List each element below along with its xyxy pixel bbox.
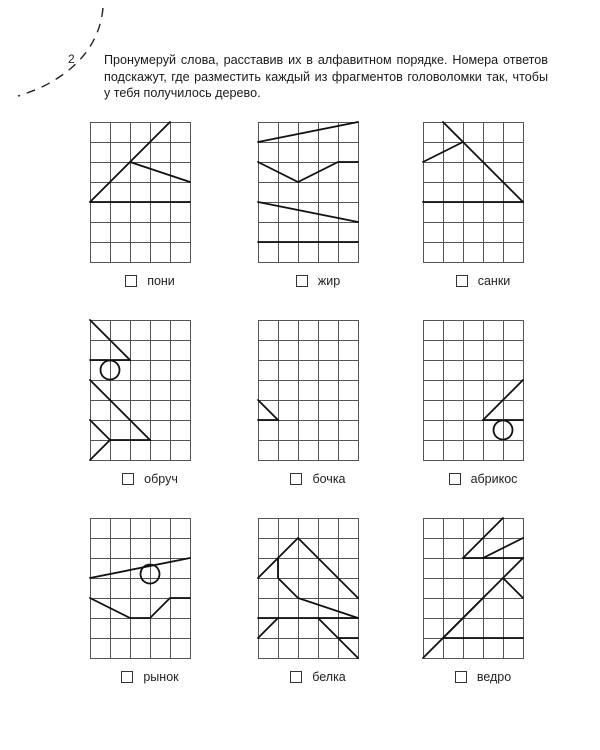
- task-instruction: Пронумеруй слова, расставив их в алфавитном порядке. Номера ответов подскажут, где разместить каждый из фрагментов головоломки так, чтобы у тебя получилось дерево.: [104, 53, 548, 100]
- answer-checkbox-poni[interactable]: [125, 275, 137, 287]
- answer-checkbox-rynok[interactable]: [121, 671, 133, 683]
- puzzle-card-sanki: [413, 118, 553, 298]
- caption-bochka: [248, 471, 388, 487]
- puzzle-grid-belka: [248, 514, 388, 664]
- answer-checkbox-obruch[interactable]: [122, 473, 134, 485]
- puzzle-card-abrikos: [413, 316, 553, 496]
- word-label-bochka: бочка: [312, 472, 346, 486]
- puzzle-grid-rynok: [80, 514, 220, 664]
- answer-checkbox-sanki[interactable]: [456, 275, 468, 287]
- puzzle-grid-zhir: [248, 118, 388, 268]
- word-label-abrikos: абрикос: [470, 472, 518, 486]
- puzzle-card-zhir: [248, 118, 388, 298]
- puzzle-grid-vedro: [413, 514, 553, 664]
- answer-checkbox-bochka[interactable]: [290, 473, 302, 485]
- word-label-belka: белка: [312, 670, 346, 684]
- caption-obruch: [80, 471, 220, 487]
- puzzle-card-belka: [248, 514, 388, 694]
- answer-checkbox-belka[interactable]: [290, 671, 302, 683]
- caption-abrikos: [413, 471, 553, 487]
- puzzle-grid-obruch: [80, 316, 220, 466]
- puzzle-grid-abrikos: [413, 316, 553, 466]
- puzzle-card-bochka: [248, 316, 388, 496]
- puzzle-card-vedro: [413, 514, 553, 694]
- puzzle-grid-sanki: [413, 118, 553, 268]
- puzzle-card-obruch: [80, 316, 220, 496]
- answer-checkbox-vedro[interactable]: [455, 671, 467, 683]
- caption-rynok: [80, 669, 220, 685]
- answer-checkbox-zhir[interactable]: [296, 275, 308, 287]
- puzzle-card-poni: [80, 118, 220, 298]
- word-label-rynok: рынок: [143, 670, 179, 684]
- puzzle-grid-poni: [80, 118, 220, 268]
- caption-belka: [248, 669, 388, 685]
- word-label-poni: пони: [147, 274, 175, 288]
- answer-checkbox-abrikos[interactable]: [449, 473, 461, 485]
- puzzle-card-rynok: [80, 514, 220, 694]
- word-label-sanki: санки: [477, 274, 511, 288]
- caption-sanki: [413, 273, 553, 289]
- puzzle-grid-bochka: [248, 316, 388, 466]
- word-label-obruch: обруч: [144, 472, 178, 486]
- caption-poni: [80, 273, 220, 289]
- task-number: 2: [68, 52, 75, 66]
- caption-vedro: [413, 669, 553, 685]
- word-label-vedro: ведро: [476, 670, 512, 684]
- word-label-zhir: жир: [317, 274, 341, 288]
- caption-zhir: [248, 273, 388, 289]
